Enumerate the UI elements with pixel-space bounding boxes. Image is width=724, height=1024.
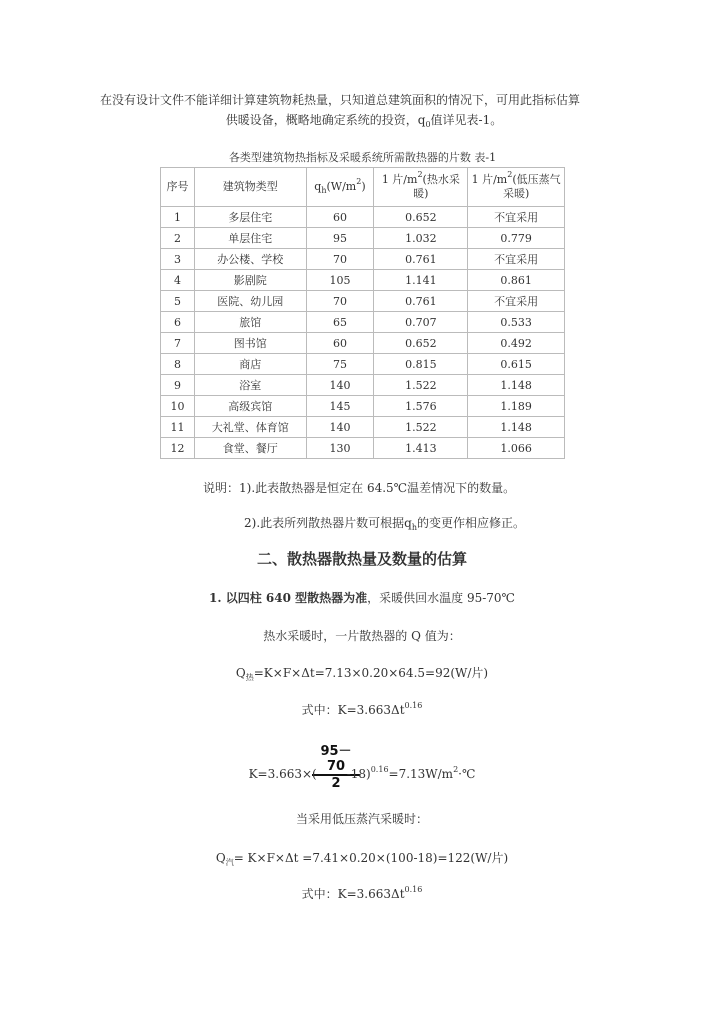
header-hot-water: 1 片$/m^2$(热水采暖)	[374, 168, 468, 207]
header-building-type: 建筑物类型	[194, 168, 306, 207]
header-index: 序号	[161, 168, 195, 207]
table-row: 7 图书馆 60 0.652 0.492	[161, 333, 565, 354]
table-row: 1 多层住宅 60 0.652 不宜采用	[161, 207, 565, 228]
note-2: 2).此表所列散热器片数可根据$q_h$的变更作相应修正。	[244, 516, 525, 532]
item-1: 1. 以四柱 640 型散热器为准，采暖供回水温度 95-70℃	[209, 591, 515, 605]
table-row: 2 单层住宅 95 1.032 0.779	[161, 228, 565, 249]
intro-line-1: 在没有设计文件不能详细计算建筑物耗热量，只知道总建筑面积的情况下，可用此指标估算	[100, 93, 581, 107]
fraction-numerator: 95－70	[312, 744, 360, 776]
hot-water-intro: 热水采暖时，一片散热器的 Q 值为：	[263, 629, 461, 643]
k-calculation: K=3.663×( $-18)^{0.16}=7.13W/m^2\cdot℃$	[248, 765, 476, 781]
fraction-denominator: 2	[331, 776, 341, 791]
section-heading: 二、散热器散热量及数量的估算	[256, 550, 467, 568]
table-header-row	[161, 168, 565, 207]
note-1: 说明：1).此表散热器是恒定在 64.5℃温差情况下的数量。	[203, 481, 516, 495]
table-row: 5 医院、幼儿园 70 0.761 不宜采用	[161, 291, 565, 312]
intro-line-2: 供暖设备，概略地确定系统的投资，$q_0$值详见表-1。	[225, 113, 503, 129]
table-row: 11 大礼堂、体育馆 140 1.522 1.148	[161, 417, 565, 438]
formula-hot-water: $Q_热=K\times F\times\Delta t=7.13\times 0.20\times 64.5=92(W/$片)	[235, 666, 489, 682]
heat-index-table	[160, 167, 565, 459]
k-definition-1: 式中：$K=3.663\Delta t^{0.16}$	[301, 701, 423, 717]
intro-paragraph	[100, 90, 628, 130]
header-steam: 1 片$/m^2$(低压蒸气采暖)	[468, 168, 565, 207]
formula-steam: $Q_汽= K\times F\times\Delta t =7.41\times 0.20\times(100-18)=122(W/$片)	[215, 851, 509, 867]
table-row: 6 旅馆 65 0.707 0.533	[161, 312, 565, 333]
table-row: 3 办公楼、学校 70 0.761 不宜采用	[161, 249, 565, 270]
steam-intro: 当采用低压蒸汽采暖时：	[295, 812, 428, 826]
table-row: 12 食堂、餐厅 130 1.413 1.066	[161, 438, 565, 459]
table-row: 8 商店 75 0.815 0.615	[161, 354, 565, 375]
k-definition-2: 式中：$K=3.663\Delta t^{0.16}$	[301, 885, 423, 901]
header-heat-index: $q_h(W/m^2)$	[306, 168, 374, 207]
table-row: 4 影剧院 105 1.141 0.861	[161, 270, 565, 291]
table-row: 10 高级宾馆 145 1.576 1.189	[161, 396, 565, 417]
table-caption: 各类型建筑物热指标及采暖系统所需散热器的片数 表-1	[228, 151, 497, 164]
table-row: 9 浴室 140 1.522 1.148	[161, 375, 565, 396]
